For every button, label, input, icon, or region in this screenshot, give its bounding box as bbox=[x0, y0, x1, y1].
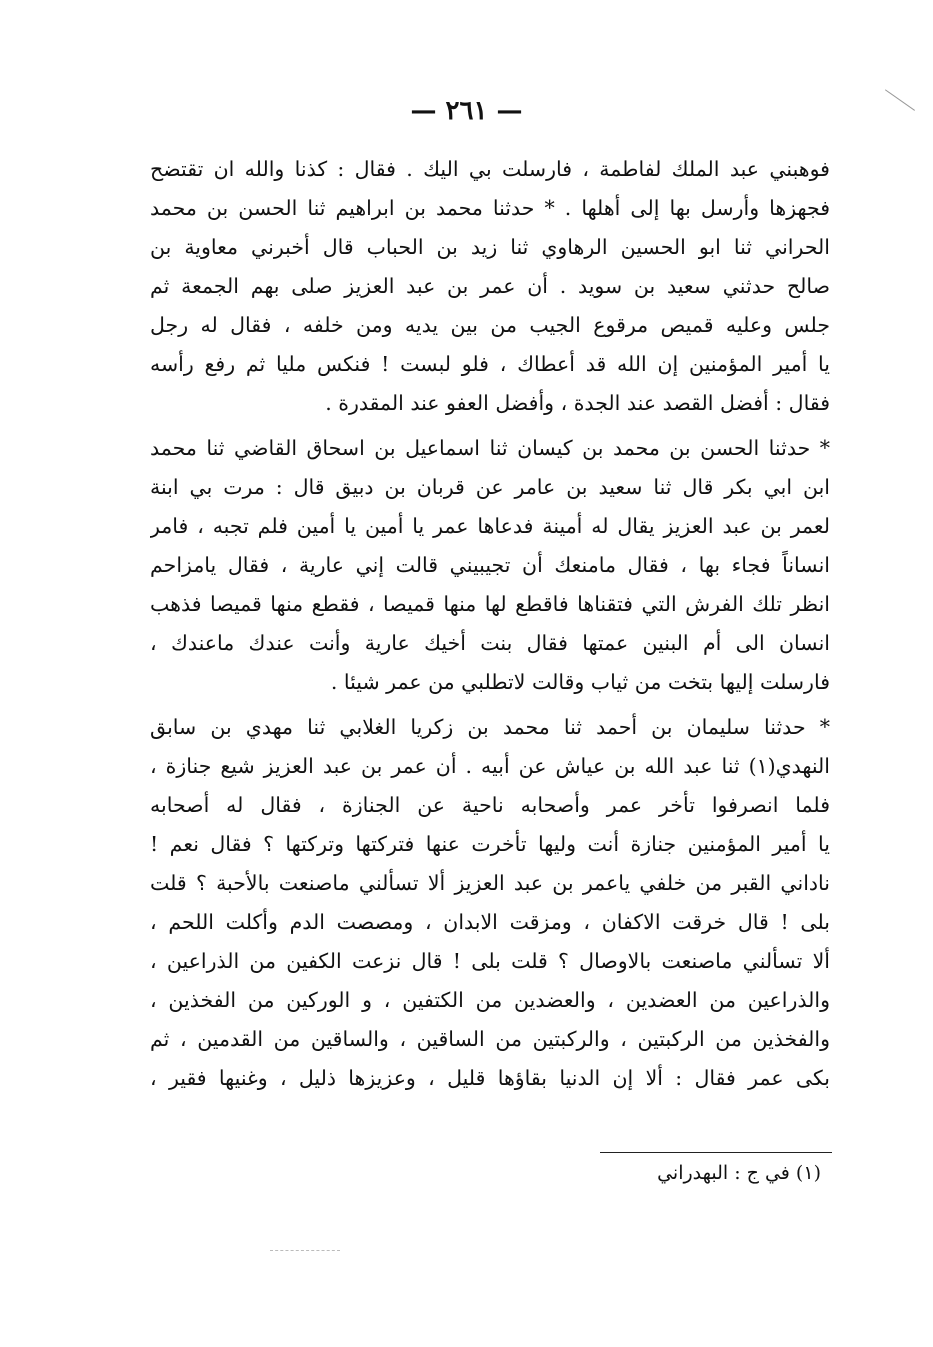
text-line: ألا تسألني ماصنعت بالاوصال ؟ قلت بلى ! قال نزعت الكفين من الذراعين ، bbox=[150, 949, 830, 973]
footnote: (١) في ج : البهدراني bbox=[657, 1162, 821, 1184]
text-line: الحراني ثنا ابو الحسين الرهاوي ثنا زيد بن الحباب قال أخبرني معاوية بن bbox=[150, 235, 830, 259]
footnote-separator bbox=[600, 1152, 832, 1153]
text-line: النهدي(١) ثنا عبد الله بن عياش عن أبيه . أن عمر بن عبد العزيز شيع جنازة ، bbox=[150, 754, 830, 778]
text-line: فوهبني عبد الملك لفاطمة ، فارسلت بي اليك . فقال : كذنا والله ان تقتضح bbox=[150, 157, 830, 181]
text-line: يا أمير المؤمنين جنازة أنت وليها تأخرت عنها فتركتها وتركتها ؟ فقال نعم ! bbox=[150, 832, 830, 856]
text-line: فجهزها وأرسل بها إلى أهلها . * حدثنا محمد بن ابراهيم ثنا الحسن بن محمد bbox=[150, 196, 830, 220]
text-line: انسان الى أم البنين عمتها فقال بنت أخيك عارية وأنت عندك ماعندك ، bbox=[150, 631, 830, 655]
text-line: لعمر بن عبد العزيز يقال له أمينة فدعاها عمر يا أمين يا أمين فلم تجبه ، فامر bbox=[150, 514, 830, 538]
text-line: صالح حدثني سعيد بن سويد . أن عمر بن عبد العزيز صلى بهم الجمعة ثم bbox=[150, 274, 830, 298]
text-line: يا أمير المؤمنين إن الله قد أعطاك ، فلو لبست ! فنكس مليا ثم رفع رأسه bbox=[150, 352, 830, 376]
text-line: انظر تلك الفرش التي فتقناها فاقطع لها منها قميصا ، فقطع منها قميصا فذهب bbox=[150, 592, 830, 616]
text-line: والذراعين من العضدين ، والعضدين من الكتفين ، و الوركين من الفخذين ، bbox=[150, 988, 830, 1012]
text-line: * حدثنا سليمان بن أحمد ثنا محمد بن زكريا الغلابي ثنا مهدي بن سابق bbox=[150, 715, 830, 739]
paragraph-1 bbox=[150, 150, 830, 423]
paragraph-2 bbox=[150, 429, 830, 702]
text-line: * حدثنا الحسن بن محمد بن كيسان ثنا اسماعيل بن اسحاق القاضي ثنا محمد bbox=[150, 436, 830, 460]
text-line: والفخذين من الركبتين ، والركبتين من الساقين ، والساقين من القدمين ، ثم bbox=[150, 1027, 830, 1051]
text-line: بكى عمر فقال : ألا إن الدنيا بقاؤها قليل ، وعزيزها ذليل ، وغنيها فقير ، bbox=[150, 1066, 830, 1090]
scan-artifact-mark bbox=[270, 1250, 340, 1251]
text-line: بلى ! قال خرقت الاكفان ، ومزقت الابدان ، ومصصت الدم وأكلت اللحم ، bbox=[150, 910, 830, 934]
page-number: — ٢٦١ — bbox=[410, 96, 523, 126]
text-line: جلس وعليه قميص مرقوع الجيب من بين يديه ومن خلفه ، فقال له رجل bbox=[150, 313, 830, 337]
text-line: ابن ابي بكر قال ثنا سعيد بن عامر عن قربان بن دبيق قال : مرت بي ابنة bbox=[150, 475, 830, 499]
text-line: فقال : أفضل القصد عند الجدة ، وأفضل العفو عند المقدرة . bbox=[325, 391, 830, 415]
text-line: ناداني القبر من خلفي ياعمر بن عبد العزيز ألا تسألني ماصنعت بالأحبة ؟ قلت bbox=[150, 871, 830, 895]
paragraph-3 bbox=[150, 708, 830, 1098]
text-line: فلما انصرفوا تأخر عمر وأصحابه ناحية عن الجنازة ، فقال له أصحابه bbox=[150, 793, 830, 817]
main-text bbox=[150, 150, 830, 1098]
text-line: انساناً فجاء بها ، فقال مامنعك أن تجيبيني قالت إني عارية ، فقال يامزاحم bbox=[150, 553, 830, 577]
text-line: فارسلت إليها بتخت من ثياب وقالت لاتطلبي من عمر شيئا . bbox=[330, 670, 830, 694]
